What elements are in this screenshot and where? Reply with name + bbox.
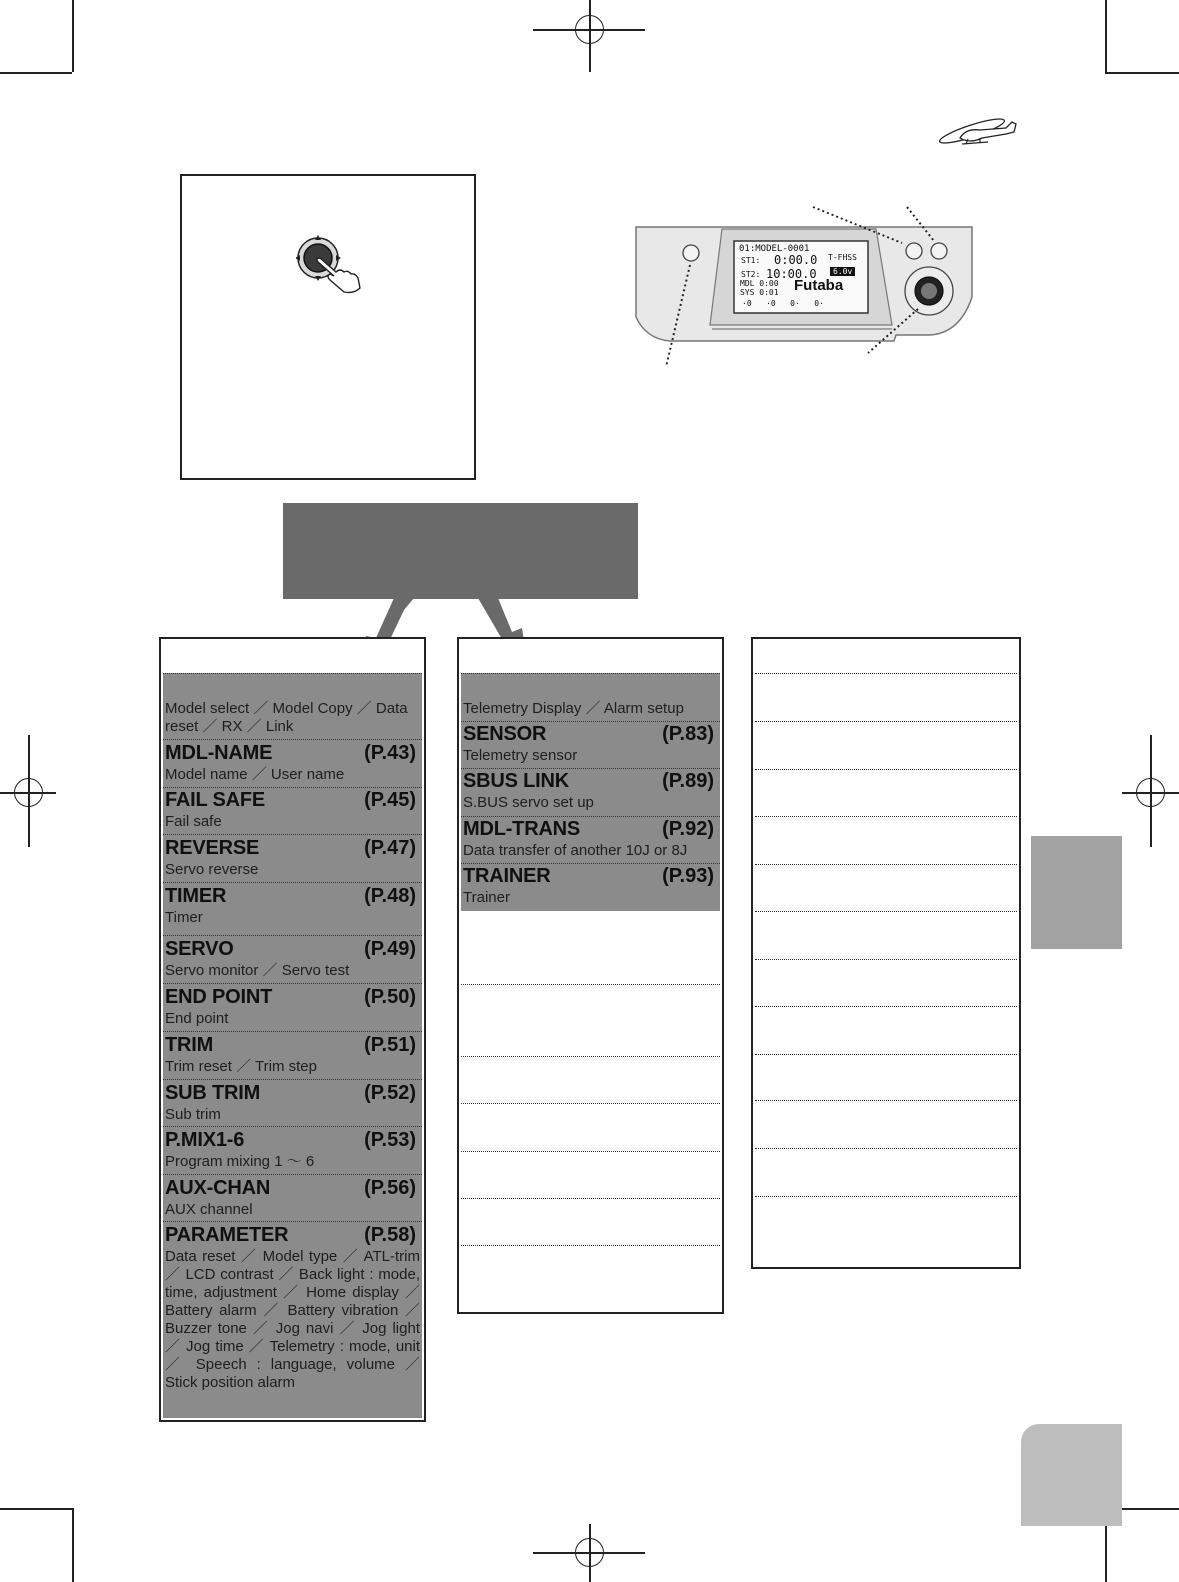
lcd-st1-label: ST1:: [741, 256, 761, 265]
divider: [755, 1006, 1017, 1007]
menu-item-page: (P.92): [662, 818, 714, 840]
menu-item-desc: Data transfer of another 10J or 8J: [463, 842, 688, 859]
divider: [755, 911, 1017, 912]
menu-item-desc: End point: [165, 1010, 229, 1027]
menu-item-desc: S.BUS servo set up: [463, 794, 594, 811]
crop-mark: [1105, 0, 1107, 72]
linkage-menu-list: [159, 637, 426, 1422]
telemetry-first-desc: Telemetry Display ／ Alarm setup: [463, 700, 684, 717]
menu-item-desc: Fail safe: [165, 813, 222, 830]
divider: [461, 816, 720, 817]
menu-item-name: AUX-CHAN: [165, 1177, 271, 1199]
crop-mark: [72, 1508, 74, 1582]
registration-circle-bottom: [575, 1538, 604, 1567]
menu-item-page: (P.89): [662, 770, 714, 792]
linkage-first-desc: Model select ／ Model Copy ／ Data reset ／ RX ／ Link: [165, 700, 408, 735]
telemetry-menu-list: [457, 637, 724, 1314]
helicopter-icon: [936, 108, 1024, 152]
divider: [461, 863, 720, 864]
menu-item-name: P.MIX1-6: [165, 1129, 245, 1151]
function-menu-list: [751, 637, 1021, 1269]
divider: [755, 1148, 1017, 1149]
divider: [163, 1174, 422, 1175]
lcd-trim-row: ·0 ·0 0· 0·: [742, 299, 824, 308]
lcd-voltage: 6.0v: [830, 267, 855, 276]
crop-mark: [0, 72, 72, 74]
divider: [163, 834, 422, 835]
crop-mark: [0, 1508, 72, 1510]
lcd-st1-value: 0:00.0: [774, 253, 818, 267]
menu-item-desc: Timer: [165, 909, 203, 926]
menu-item-desc: Servo monitor ／ Servo test: [165, 962, 350, 979]
menu-item-page: (P.58): [364, 1224, 416, 1246]
menu-item-name: PARAMETER: [165, 1224, 289, 1246]
divider: [461, 1151, 720, 1152]
divider: [755, 1054, 1017, 1055]
menu-item-name: SERVO: [165, 938, 234, 960]
menu-item-name: SENSOR: [463, 723, 547, 745]
menu-item-desc: Sub trim: [165, 1106, 221, 1123]
jog-dial-press-icon: [296, 232, 366, 296]
menu-item-desc: Data reset ／ Model type ／ ATL-trim ／ LCD contrast ／ Back light : mode, time, adjustment ／ Home display ／ Battery alarm ／ Battery vibration ／ Buzzer tone ／ Jog navi ／ Jog light ／ Jog time ／ Telemetry : mode, unit ／ Speech : language, volume ／ Stick position alarm: [165, 1248, 420, 1391]
menu-item-page: (P.50): [364, 986, 416, 1008]
registration-circle-right: [1136, 778, 1165, 807]
divider: [755, 769, 1017, 770]
divider: [461, 1198, 720, 1199]
menu-item-page: (P.48): [364, 885, 416, 907]
divider: [461, 984, 720, 985]
menu-item-page: (P.51): [364, 1034, 416, 1056]
crop-mark: [1105, 72, 1179, 74]
divider: [755, 816, 1017, 817]
lcd-screen: [736, 243, 866, 313]
menu-item-desc: Program mixing 1 ～ 6: [165, 1153, 315, 1170]
menu-item-page: (P.47): [364, 837, 416, 859]
divider: [163, 983, 422, 984]
registration-circle-top: [575, 15, 604, 44]
lcd-st2-value: 10:00.0: [766, 267, 817, 281]
menu-item-page: (P.93): [662, 865, 714, 887]
lcd-model-line: 01:MODEL-0001: [739, 244, 810, 254]
divider: [163, 787, 422, 788]
menu-item-page: (P.56): [364, 1177, 416, 1199]
menu-item-name: MDL-NAME: [165, 742, 273, 764]
divider: [163, 739, 422, 740]
menu-item-name: TRAINER: [463, 865, 551, 887]
divider: [461, 1056, 720, 1057]
lcd-brand: Futaba: [794, 277, 844, 294]
divider: [461, 768, 720, 769]
divider: [163, 1079, 422, 1080]
divider: [163, 1031, 422, 1032]
jog-instruction-box: [180, 174, 476, 480]
divider: [163, 882, 422, 883]
menu-item-name: SBUS LINK: [463, 770, 569, 792]
menu-item-desc: Servo reverse: [165, 861, 259, 878]
lcd-protocol: T-FHSS: [828, 253, 857, 262]
divider: [755, 864, 1017, 865]
divider: [461, 1103, 720, 1104]
menu-item-page: (P.53): [364, 1129, 416, 1151]
menu-header-banner: [283, 503, 638, 599]
menu-item-page: (P.45): [364, 789, 416, 811]
menu-item-desc: Model name ／ User name: [165, 766, 345, 783]
menu-item-name: MDL-TRANS: [463, 818, 581, 840]
section-side-tab: [1031, 836, 1122, 949]
divider: [163, 1126, 422, 1127]
lcd-sys-line: SYS 0:01: [740, 288, 779, 297]
divider: [755, 1100, 1017, 1101]
divider: [755, 959, 1017, 960]
divider: [755, 1196, 1017, 1197]
menu-item-page: (P.49): [364, 938, 416, 960]
lcd-mdl-line: MDL 0:00: [740, 279, 779, 288]
menu-item-desc: Trainer: [463, 889, 510, 906]
page-number-tab: [1021, 1424, 1122, 1526]
divider: [163, 673, 422, 674]
registration-circle-left: [14, 778, 43, 807]
menu-item-name: SUB TRIM: [165, 1082, 261, 1104]
menu-item-page: (P.43): [364, 742, 416, 764]
menu-item-page: (P.83): [662, 723, 714, 745]
divider: [755, 673, 1017, 674]
divider: [461, 721, 720, 722]
lcd-st2-label: ST2:: [741, 270, 761, 279]
menu-item-page: (P.52): [364, 1082, 416, 1104]
menu-item-name: FAIL SAFE: [165, 789, 266, 811]
divider: [461, 673, 720, 674]
menu-item-name: REVERSE: [165, 837, 260, 859]
divider: [461, 1245, 720, 1246]
divider: [755, 721, 1017, 722]
crop-mark: [72, 0, 74, 72]
menu-item-desc: Telemetry sensor: [463, 747, 578, 764]
divider: [163, 935, 422, 936]
menu-item-name: TRIM: [165, 1034, 214, 1056]
menu-item-name: TIMER: [165, 885, 227, 907]
divider: [163, 1221, 422, 1222]
menu-item-desc: AUX channel: [165, 1201, 253, 1218]
menu-item-name: END POINT: [165, 986, 273, 1008]
menu-item-desc: Trim reset ／ Trim step: [165, 1058, 317, 1075]
